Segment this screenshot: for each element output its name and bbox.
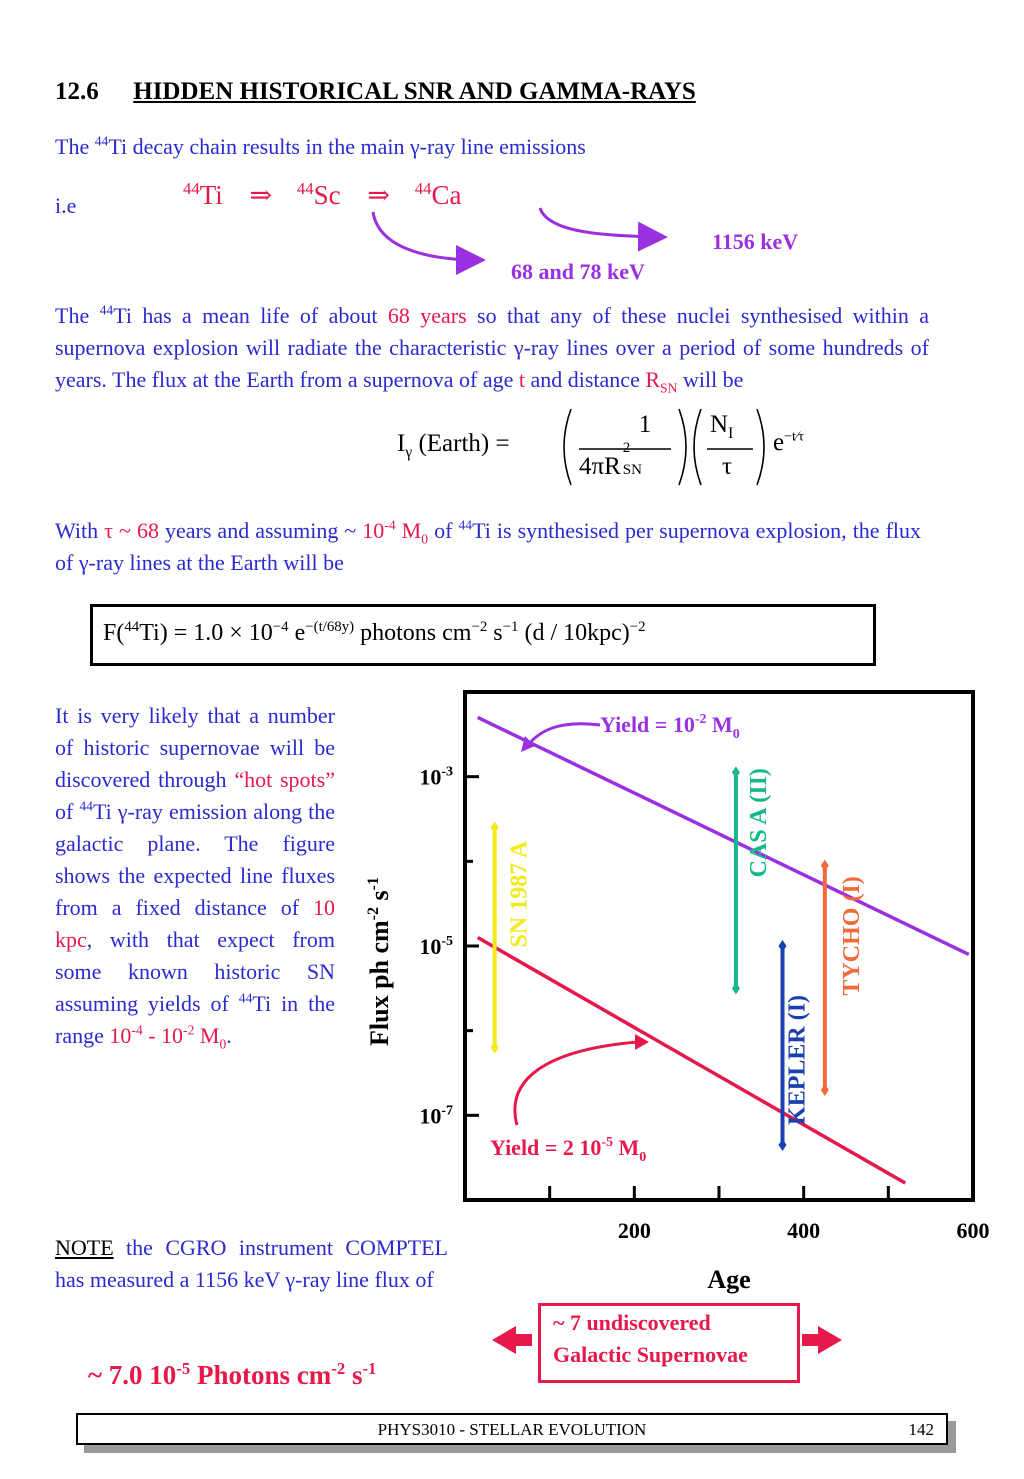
eq-num2: $N_I$ (710, 411, 734, 442)
cas-a-ii-range-top (732, 766, 740, 778)
eq-exponential: $e^{-t⁄\tau}$ (773, 429, 804, 456)
decay-arrow-2: ⇒ (367, 180, 391, 210)
kepler-i-range-top (779, 940, 787, 952)
kepler-i-range-bottom (779, 1139, 787, 1151)
undiscovered-line1: ~ 7 undiscovered (553, 1310, 711, 1335)
tycho-i-label: TYCHO (I) (838, 876, 865, 996)
x-axis-label: Age (707, 1265, 751, 1294)
section-number: 12.6 (55, 78, 99, 105)
plot-frame (465, 692, 973, 1200)
eq-num1: 1 (638, 411, 652, 438)
yield-low-label: Yield = 2 $10^{-5}$ $M_0$ (490, 1135, 647, 1165)
y-tick-label: $10^{-3}$ (419, 764, 453, 790)
y-tick-label: $10^{-7}$ (419, 1103, 453, 1129)
ca-decay-arrow (540, 208, 662, 237)
yield-high-line (478, 717, 969, 954)
section-title: HIDDEN HISTORICAL SNR AND GAMMA-RAYS (133, 78, 696, 105)
sn-1987-a-range-bottom (491, 1042, 499, 1054)
eq-den2: τ (722, 453, 733, 480)
boxed-flux-formula: $F(^{44}Ti) = 1.0 \times 10^{-4}$ $e^{-(t/68y)}$ photons $cm^{-2}$ $s^{-1}$ (d / 10kpc)$^{-2}$ (90, 604, 876, 666)
decay-arrow-1: ⇒ (249, 180, 273, 210)
footer-course: PHYS3010 - STELLAR EVOLUTION (377, 1420, 647, 1439)
x-tick-label: 200 (617, 1218, 651, 1243)
x-tick-label: 600 (956, 1218, 990, 1243)
tycho-i-range-bottom (821, 1084, 829, 1096)
energy-1156: 1156 keV (712, 229, 799, 254)
flux-age-chart (355, 680, 1015, 1300)
y-axis-label: Flux ph $cm^{-2}$ $s^{-1}$ (365, 877, 394, 1046)
x-tick-label: 400 (787, 1218, 821, 1243)
footer-page-number: 142 (908, 1420, 934, 1439)
assumption-paragraph: With τ ~ 68 years and assuming ~ $10^{-4}$ $M_0$ of $^{44}$Ti is synthesised per supernova explosion, the flux of γ-ray lines at the Earth will be (55, 517, 922, 575)
undiscovered-arrows (480, 1320, 860, 1360)
chain-ie: i.e (55, 193, 77, 218)
sc-decay-arrow (373, 212, 480, 260)
yield-low-pointer (515, 1042, 637, 1125)
eq-den1: 4πR 2 SN (579, 440, 642, 480)
kepler-i-label: KEPLER (I) (784, 994, 811, 1125)
sn-1987-a-label: SN 1987 A (506, 840, 533, 948)
intro-line: The $^{44}$Ti decay chain results in the main γ-ray line emissions (55, 133, 586, 159)
note-paragraph: NOTE the CGRO instrument COMPTEL has measured a 1156 keV γ-ray line flux of (55, 1235, 448, 1292)
comptel-flux-value: ~ 7.0 $10^{-5}$ Photons $cm^{-2}$ $s^{-1}$ (88, 1359, 377, 1390)
yield-high-pointer (527, 724, 600, 746)
flux-equation: $I_\gamma$ (Earth) = 1 4πR 2 SN $N_I$ τ $e^{-t⁄\tau}$ (397, 405, 857, 490)
hot-spots-paragraph: It is very likely that a number of historic supernovae will be discovered through “hot spots” of $^{44}$Ti γ-ray emission along the galactic plane. The figure shows the expected line fluxes from a fixed distance of 10 kpc, with that expect from some known historic SN assuming yields of $^{44}$Ti in the range $10^{-4} - 10^{-2}$ $M_0$. (55, 703, 335, 1052)
note-label: NOTE (55, 1235, 114, 1260)
left-arrow-icon (492, 1326, 532, 1354)
yield-high-label: Yield = $10^{-2}$ $M_0$ (600, 712, 740, 742)
mean-life-paragraph: The $^{44}$Ti has a mean life of about 68 years so that any of these nuclei synthesised within a supernova explosion will radiate the characteristic γ-ray lines over a period of some hundreds of years. The flux at the Earth from a supernova of age t and distance $R_{SN}$ will be (55, 302, 930, 396)
cas-a-ii-range-bottom (732, 982, 740, 994)
sn-1987-a-range-top (491, 821, 499, 833)
right-arrow-icon (802, 1326, 842, 1354)
page-footer (76, 1413, 948, 1445)
decay-arrows-svg (0, 0, 1024, 300)
undiscovered-line2: Galactic Supernovae (553, 1342, 748, 1367)
tycho-i-range-top (821, 860, 829, 872)
decay-chain: $^{44}$Ti ⇒ $^{44}$Sc ⇒ $^{44}$Ca (183, 179, 462, 210)
cas-a-ii-label: CAS A (II) (745, 768, 772, 878)
y-tick-label: $10^{-5}$ (419, 934, 453, 959)
energy-68-78: 68 and 78 keV (511, 259, 645, 284)
